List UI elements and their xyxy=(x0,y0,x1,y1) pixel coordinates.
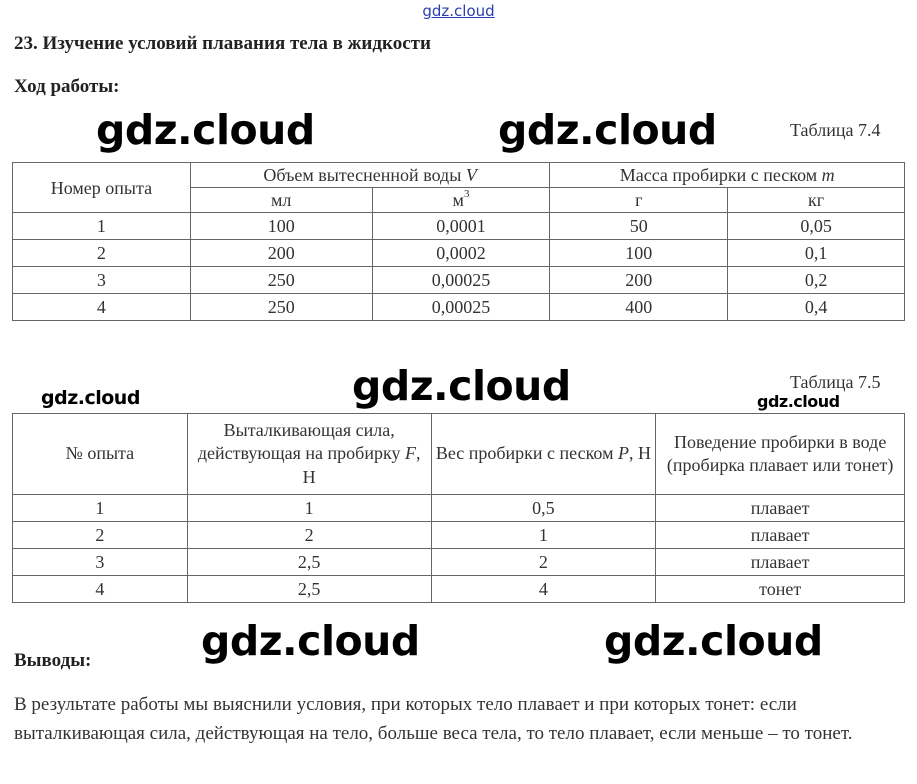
header-tube-mass: Масса пробирки с песком m xyxy=(550,163,905,188)
table-row xyxy=(13,522,905,549)
table-cell: 4 xyxy=(13,294,191,321)
table-cell: 0,0002 xyxy=(372,240,550,267)
watermark: gdz.cloud xyxy=(604,617,823,665)
table-cell: 4 xyxy=(13,576,188,603)
watermark: gdz.cloud xyxy=(96,106,315,154)
header-tube-weight: Вес пробирки с песком P, Н xyxy=(431,414,656,495)
table-cell: 2,5 xyxy=(187,549,431,576)
table-cell: 0,0001 xyxy=(372,213,550,240)
table-cell: 250 xyxy=(190,267,372,294)
watermark: gdz.cloud xyxy=(352,362,571,410)
table-cell: 0,1 xyxy=(728,240,905,267)
table-cell: 100 xyxy=(190,213,372,240)
header-buoyant-force: Выталкивающая сила, действующая на пробирку F, Н xyxy=(187,414,431,495)
table-row xyxy=(13,294,905,321)
watermark: gdz.cloud xyxy=(201,617,420,665)
conclusion-paragraph: В результате работы мы выяснили условия, при которых тело плавает и при которых тонет: если выталкивающая сила, действующая на тело, больше веса тела, то тело плавает, если меньше – то тонет. xyxy=(14,694,853,744)
header-displaced-volume: Объем вытесненной воды V xyxy=(190,163,550,188)
table-row xyxy=(13,549,905,576)
table-row xyxy=(13,576,905,603)
unit-m3: $м^3$ xyxy=(372,188,550,213)
table-7-5 xyxy=(12,413,905,603)
table-cell: 3 xyxy=(13,549,188,576)
header-experiment-number: № опыта xyxy=(13,414,188,495)
table-cell: 0,5 xyxy=(431,495,656,522)
table-cell: 0,05 xyxy=(728,213,905,240)
table-cell: 100 xyxy=(550,240,728,267)
unit-g: г xyxy=(550,188,728,213)
table-cell: 2,5 xyxy=(187,576,431,603)
table-cell: плавает xyxy=(656,495,905,522)
table-cell: 2 xyxy=(187,522,431,549)
table-cell: 2 xyxy=(13,522,188,549)
unit-ml: мл xyxy=(190,188,372,213)
table-cell: 0,00025 xyxy=(372,294,550,321)
table-cell: 50 xyxy=(550,213,728,240)
watermark: gdz.cloud xyxy=(757,392,840,411)
conclusions-heading: Выводы: xyxy=(14,650,92,671)
table-7-4-caption: Таблица 7.4 xyxy=(790,120,881,140)
table-row xyxy=(13,267,905,294)
table-cell: 0,00025 xyxy=(372,267,550,294)
watermark-top[interactable]: gdz.cloud xyxy=(422,2,495,20)
table-cell: 1 xyxy=(431,522,656,549)
table-cell: 3 xyxy=(13,267,191,294)
table-cell: 2 xyxy=(431,549,656,576)
table-cell: 400 xyxy=(550,294,728,321)
table-cell: 0,4 xyxy=(728,294,905,321)
table-cell: плавает xyxy=(656,549,905,576)
header-experiment-number: Номер опыта xyxy=(13,163,191,213)
table-7-4 xyxy=(12,162,905,321)
page-title: 23. Изучение условий плавания тела в жидкости xyxy=(14,33,431,54)
table-row xyxy=(13,495,905,522)
table-cell: тонет xyxy=(656,576,905,603)
table-cell: 200 xyxy=(190,240,372,267)
watermark: gdz.cloud xyxy=(41,387,140,409)
watermark: gdz.cloud xyxy=(498,106,717,154)
procedure-heading: Ход работы: xyxy=(14,76,120,97)
table-cell: 200 xyxy=(550,267,728,294)
table-cell: 1 xyxy=(13,495,188,522)
table-cell: плавает xyxy=(656,522,905,549)
table-cell: 0,2 xyxy=(728,267,905,294)
table-cell: 2 xyxy=(13,240,191,267)
table-cell: 250 xyxy=(190,294,372,321)
header-tube-behavior: Поведение пробирки в воде (пробирка плавает или тонет) xyxy=(656,414,905,495)
table-7-5-caption: Таблица 7.5 xyxy=(790,372,881,392)
table-row xyxy=(13,213,905,240)
unit-kg: кг xyxy=(728,188,905,213)
table-cell: 1 xyxy=(13,213,191,240)
table-cell: 4 xyxy=(431,576,656,603)
table-cell: 1 xyxy=(187,495,431,522)
table-row xyxy=(13,240,905,267)
